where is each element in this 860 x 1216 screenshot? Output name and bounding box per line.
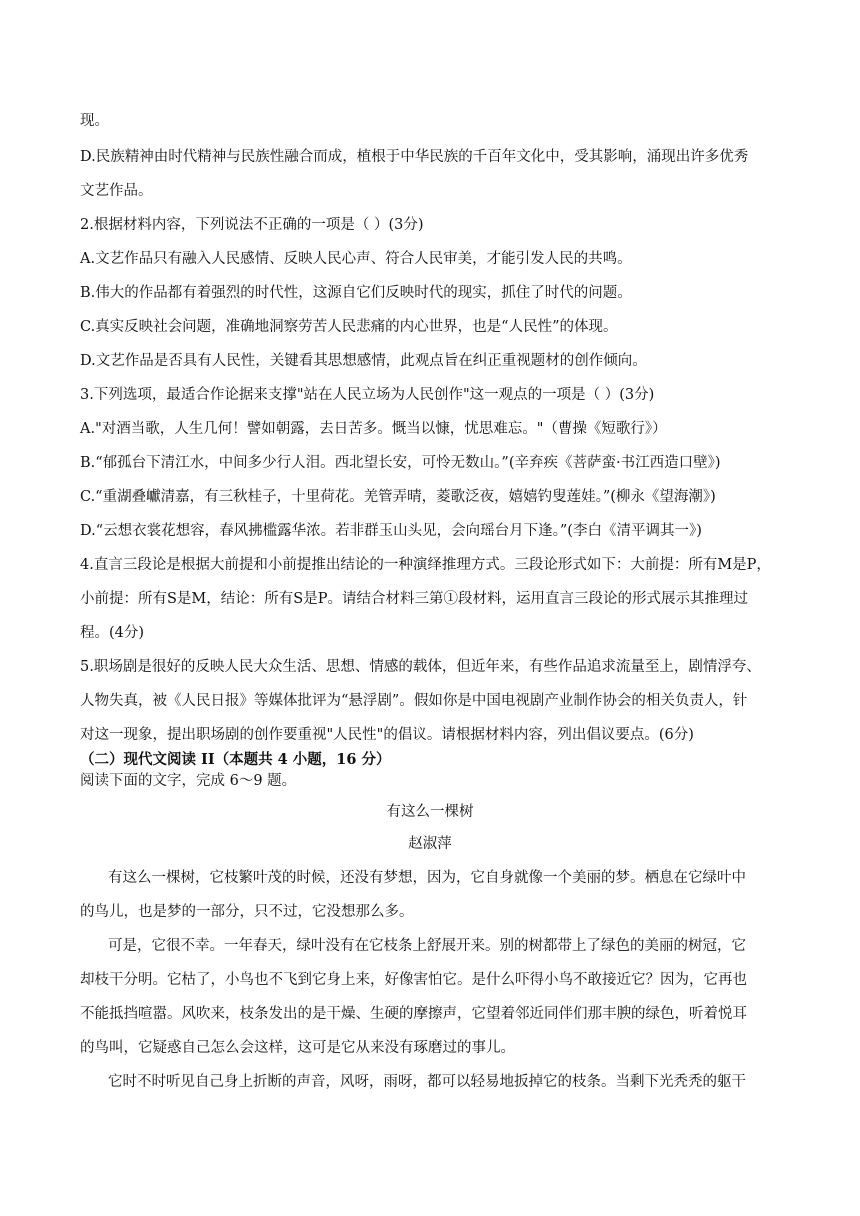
section-instruction: 阅读下面的文字，完成 6～9 题。 xyxy=(80,773,297,789)
question-2-option-d: D.文艺作品是否具有人民性，关键看其思想感情，此观点旨在纠正重视题材的创作倾向。 xyxy=(80,353,647,369)
story-paragraph-line: 不能抵挡喧嚣。风吹来，枝条发出的是干燥、生硬的摩擦声，它望着邻近同伴们那丰腴的绿色，听着悦耳 xyxy=(80,1006,747,1022)
question-5-line: 人物失真，被《人民日报》等媒体批评为“悬浮剧”。假如你是中国电视剧产业制作协会的相关负责人，针 xyxy=(80,693,748,709)
question-4-line: 小前提：所有S是M，结论：所有S是P。请结合材料三第①段材料，运用直言三段论的形式展示其推理过 xyxy=(80,591,748,607)
question-3-option-c: C.“重湖叠巘清嘉，有三秋桂子，十里荷花。羌管弄晴，菱歌泛夜，嬉嬉钓叟莲娃。”(柳永《望海潮》) xyxy=(80,489,716,505)
question-3: 3.下列选项，最适合作论据来支撑"站在人民立场为人民创作"这一观点的一项是（ ）(3分) xyxy=(80,387,655,403)
story-paragraph-line: 却枝干分明。它枯了，小鸟也不飞到它身上来，好像害怕它。是什么吓得小鸟不敢接近它？因为，它再也 xyxy=(80,972,747,988)
story-paragraph-line: 的鸟儿，也是梦的一部分，只不过，它没想那么多。 xyxy=(80,904,414,920)
question-5-line: 对这一现象，提出职场剧的创作要重视"人民性"的倡议。请根据材料内容，列出倡议要点。(6分) xyxy=(80,727,694,743)
question-5: 5.职场剧是很好的反映人民大众生活、思想、情感的载体，但近年来，有些作品追求流量至上，剧情浮夸、 xyxy=(80,659,761,675)
story-paragraph-line: 它时不时听见自己身上折断的声音，风呀，雨呀，都可以轻易地扳掉它的枝条。当剩下光秃秃的躯干 xyxy=(108,1074,746,1090)
section-header: （二）现代文阅读 II（本题共 4 小题，16 分） xyxy=(80,751,391,768)
question-2-option-c: C.真实反映社会问题，准确地洞察劳苦人民悲痛的内心世界，也是“人民性”的体现。 xyxy=(80,319,618,335)
question-3-option-b: B.“郁孤台下清江水，中间多少行人泪。西北望长安，可怜无数山。”(辛弃疾《菩萨蛮·书江西造口壁》) xyxy=(80,455,721,471)
question-3-option-d: D.“云想衣裳花想容，春风拂槛露华浓。若非群玉山头见，会向瑶台月下逢。”(李白《清平调其一》) xyxy=(80,523,702,539)
text-line: 现。 xyxy=(80,113,109,129)
question-2-option-b: B.伟大的作品都有着强烈的时代性，这源自它们反映时代的现实，抓住了时代的问题。 xyxy=(80,285,632,301)
story-paragraph-line: 可是，它很不幸。一年春天，绿叶没有在它枝条上舒展开来。别的树都带上了绿色的美丽的树冠，它 xyxy=(108,938,746,954)
story-paragraph-line: 的鸟叫，它疑惑自己怎么会这样，这可是它从来没有琢磨过的事儿。 xyxy=(80,1040,515,1056)
question-2: 2.根据材料内容，下列说法不正确的一项是（ ）(3分) xyxy=(80,217,424,233)
question-3-option-a: A."对酒当歌，人生几何！譬如朝露，去日苦多。慨当以慷，忧思难忘。"（曹操《短歌行》） xyxy=(80,421,667,437)
text-line: 文艺作品。 xyxy=(80,183,153,199)
question-2-option-a: A.文艺作品只有融入人民感情、反映人民心声、符合人民审美，才能引发人民的共鸣。 xyxy=(80,251,632,267)
story-paragraph-line: 有这么一棵树，它枝繁叶茂的时候，还没有梦想，因为，它自身就像一个美丽的梦。栖息在它绿叶中 xyxy=(108,870,746,886)
option-d-line: D.民族精神由时代精神与民族性融合而成，植根于中华民族的千百年文化中，受其影响，涌现出许多优秀 xyxy=(80,149,749,165)
question-4-line: 程。(4分) xyxy=(80,625,145,641)
story-author: 赵淑萍 xyxy=(408,836,452,852)
question-4: 4.直言三段论是根据大前提和小前提推出结论的一种演绎推理方式。三段论形式如下：大前提：所有M是P， xyxy=(80,557,771,573)
story-title: 有这么一棵树 xyxy=(386,804,474,820)
